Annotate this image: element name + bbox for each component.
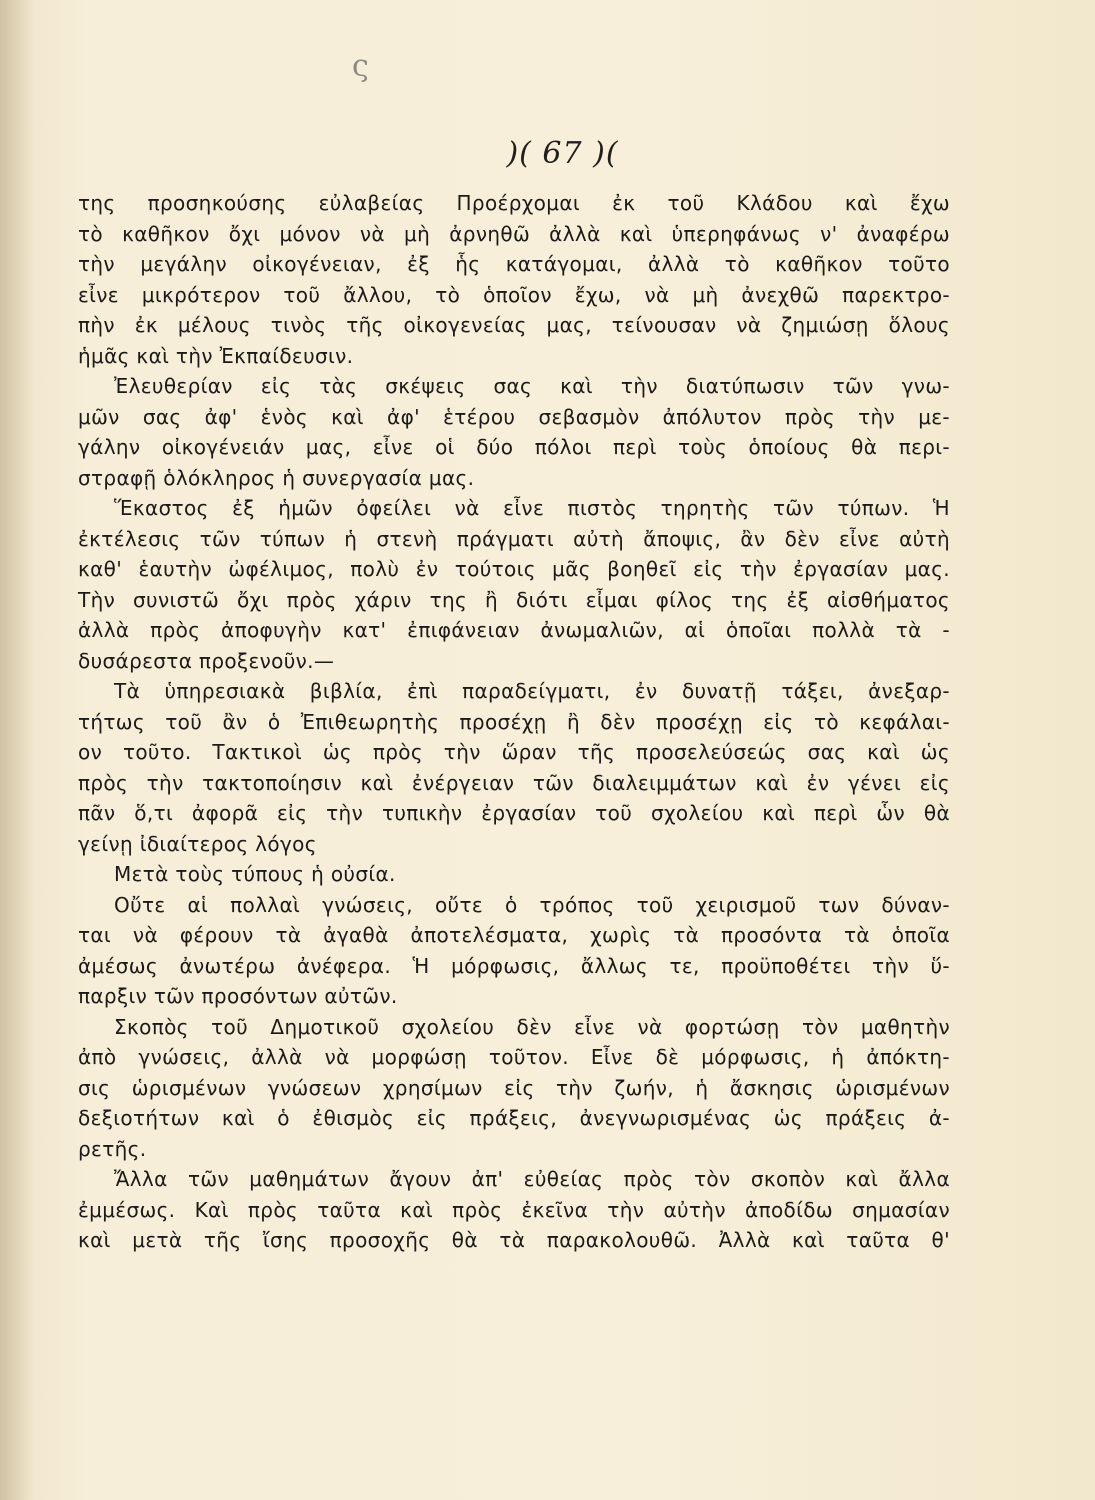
text-line: ἀμέσως ἀνωτέρω ἀνέφερα. Ἡ μόρφωσις, ἄλλως τε, προϋποθέτει τὴν ὕ- <box>78 953 950 978</box>
text-line: ον τοῦτο. Τακτικοὶ ὡς πρὸς τὴν ὥραν τῆς προσελεύσεώς σας καὶ ὡς <box>78 740 950 764</box>
text-line: Τὰ ὑπηρεσιακὰ βιβλία, ἐπὶ παραδείγματι, ἐν δυνατῇ τάξει, ἀνεξαρ- <box>114 679 950 703</box>
text-line: Τὴν συνιστῶ ὄχι πρὸς χάριν της ἢ διότι εἶμαι φίλος της ἐξ αἰσθήματος <box>78 587 950 612</box>
text-line: Ἕκαστος ἐξ ἡμῶν ὀφείλει νὰ εἶνε πιστὸς τηρητὴς τῶν τύπων. Ἡ <box>114 496 950 520</box>
text-line: καθ' ἑαυτὴν ὠφέλιμος, πολὺ ἐν τούτοις μᾶς βοηθεῖ εἰς τὴν ἐργασίαν μας. <box>78 557 950 581</box>
text-line: ἐκτέλεσις τῶν τύπων ἡ στενὴ πράγματι αὐτὴ ἄποψις, ἂν δὲν εἶνε αὐτὴ <box>78 526 950 551</box>
text-line: Ἐλευθερίαν εἰς τὰς σκέψεις σας καὶ τὴν διατύπωσιν τῶν γνω- <box>114 374 950 398</box>
text-line: Ἄλλα τῶν μαθημάτων ἄγουν ἀπ' εὐθείας πρὸς τὸν σκοπὸν καὶ ἄλλα <box>114 1167 950 1191</box>
text-line: ἡμᾶς καὶ τὴν Ἐκπαίδευσιν. <box>78 343 354 368</box>
binding-shadow <box>0 0 34 1500</box>
text-line: τὸ καθῆκον ὄχι μόνον νὰ μὴ ἀρνηθῶ ἀλλὰ καὶ ὑπερηφάνως ν' ἀναφέρω <box>78 221 950 246</box>
text-line: γείνῃ ἰδιαίτερος λόγος <box>78 831 317 856</box>
text-line: καὶ μετὰ τῆς ἴσης προσοχῆς θὰ τὰ παρακολουθῶ. Ἀλλὰ καὶ ταῦτα θ' <box>78 1228 950 1252</box>
text-line: σις ὡρισμένων γνώσεων χρησίμων εἰς τὴν ζωήν, ἡ ἄσκησις ὡρισμένων <box>78 1075 950 1100</box>
text-line: ἀλλὰ πρὸς ἀποφυγὴν κατ' ἐπιφάνειαν ἀνωμαλιῶν, αἱ ὁποῖαι πολλὰ τὰ - <box>78 618 950 642</box>
text-line: παρξιν τῶν προσόντων αὐτῶν. <box>78 984 398 1008</box>
pencil-mark: ς <box>352 49 369 84</box>
text-line: πᾶν ὅ,τι ἀφορᾶ εἰς τὴν τυπικὴν ἐργασίαν τοῦ σχολείου καὶ περὶ ὧν θὰ <box>78 801 950 825</box>
text-line: Μετὰ τοὺς τύπους ἡ οὐσία. <box>114 862 396 886</box>
text-line: ἀπὸ γνώσεις, ἀλλὰ νὰ μορφώσῃ τοῦτον. Εἶνε δὲ μόρφωσις, ἡ ἀπόκτη- <box>78 1045 950 1069</box>
text-line: της προσηκούσης εὐλαβείας Προέρχομαι ἐκ τοῦ Κλάδου καὶ ἔχω <box>78 191 950 215</box>
text-line: Οὔτε αἱ πολλαὶ γνώσεις, οὔτε ὁ τρόπος τοῦ χειρισμοῦ των δύναν- <box>114 892 950 917</box>
text-line: στραφῇ ὁλόκληρος ἡ συνεργασία μας. <box>78 465 475 490</box>
text-line: μῶν σας ἀφ' ἑνὸς καὶ ἀφ' ἑτέρου σεβασμὸν ἀπόλυτον πρὸς τὴν με- <box>78 404 950 429</box>
text-line: πὴν ἐκ μέλους τινὸς τῆς οἰκογενείας μας, τείνουσαν νὰ ζημιώσῃ ὅλους <box>78 313 950 337</box>
text-line: Σκοπὸς τοῦ Δημοτικοῦ σχολείου δὲν εἶνε νὰ φορτώσῃ τὸν μαθητὴν <box>114 1014 950 1039</box>
text-line: γάλην οἰκογένειάν μας, εἶνε οἱ δύο πόλοι περὶ τοὺς ὁποίους θὰ περι- <box>78 435 950 459</box>
text-line: εἶνε μικρότερον τοῦ ἄλλου, τὸ ὁποῖον ἔχω, νὰ μὴ ἀνεχθῶ παρεκτρο- <box>78 282 950 307</box>
text-line: δυσάρεστα προξενοῦν.— <box>78 648 335 673</box>
text-line: τήτως τοῦ ἂν ὁ Ἐπιθεωρητὴς προσέχῃ ἢ δὲν προσέχῃ εἰς τὸ κεφάλαι- <box>78 709 950 734</box>
text-line: ται νὰ φέρουν τὰ ἀγαθὰ ἀποτελέσματα, χωρὶς τὰ προσόντα τὰ ὁποῖα <box>78 923 950 947</box>
body-text <box>78 188 950 1256</box>
text-line: δεξιοτήτων καὶ ὁ ἐθισμὸς εἰς πράξεις, ἀνεγνωρισμένας ὡς πράξεις ἀ- <box>78 1106 950 1130</box>
page-number: )( 67 )( <box>506 136 619 171</box>
text-line: ρετῆς. <box>78 1136 147 1161</box>
text-line: πρὸς τὴν τακτοποίησιν καὶ ἐνέργειαν τῶν διαλειμμάτων καὶ ἐν γένει εἰς <box>78 770 950 795</box>
text-line: τὴν μεγάλην οἰκογένειαν, ἐξ ἧς κατάγομαι, ἀλλὰ τὸ καθῆκον τοῦτο <box>78 252 950 276</box>
text-line: ἐμμέσως. Καὶ πρὸς ταῦτα καὶ πρὸς ἐκεῖνα τὴν αὐτὴν ἀποδίδω σημασίαν <box>78 1197 950 1222</box>
